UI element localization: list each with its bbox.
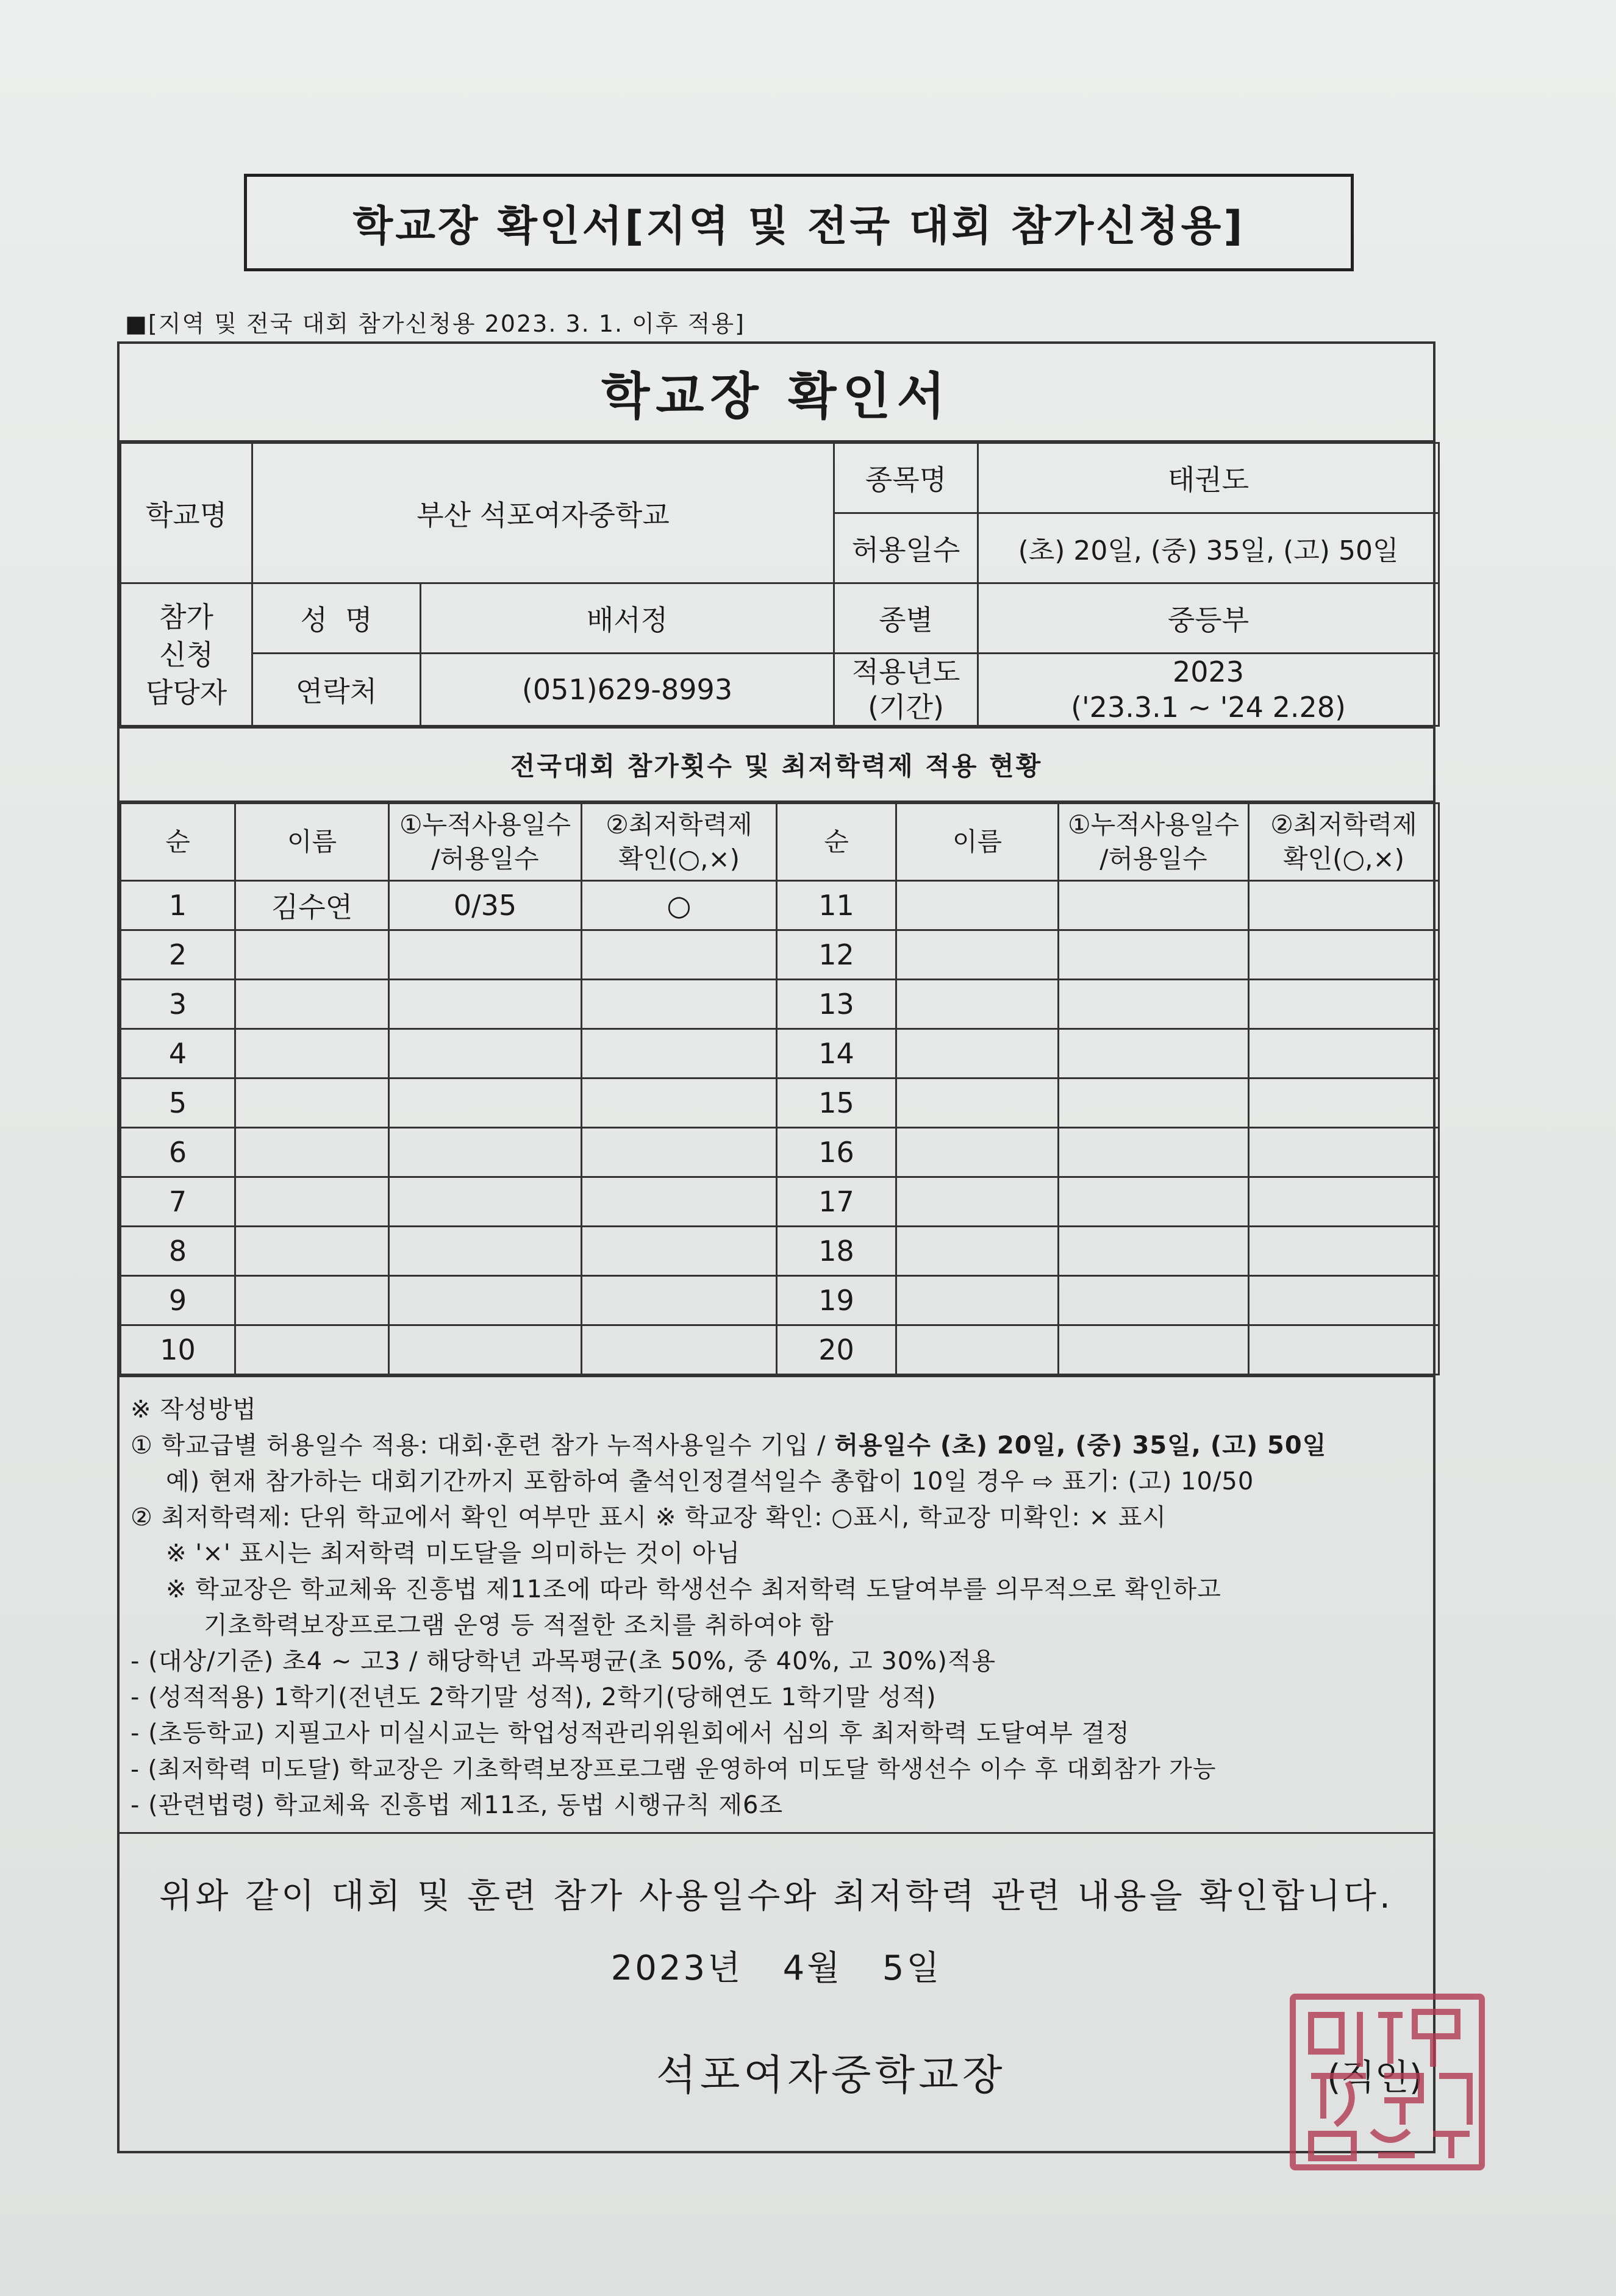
row-name-cell (235, 1276, 389, 1325)
header-min (582, 804, 777, 881)
row-days-cell (389, 1177, 582, 1227)
row-days-cell (389, 1276, 582, 1325)
instruction-item-2: ② 최저학력제: 단위 학교에서 확인 여부만 표시 ※ 학교장 확인: ○표시, 학교장 미확인: × 표시 (130, 1503, 1167, 1531)
row-no-cell: 12 (777, 930, 896, 980)
row-days-cell (389, 930, 582, 980)
school-value: 부산 석포여자중학교 (252, 443, 834, 583)
row-days-cell (389, 1227, 582, 1276)
participation-table (120, 802, 1440, 1375)
row-no-cell: 9 (121, 1276, 235, 1325)
header-no: 순 (121, 804, 235, 881)
table-row (121, 1227, 1439, 1276)
row-min-cell (1249, 1227, 1439, 1276)
row-no-cell: 15 (777, 1078, 896, 1128)
row-days-cell (389, 980, 582, 1029)
header-days-2: /허용일수 (431, 844, 539, 874)
instruction-dash-5: - (관련법령) 학교체육 진흥법 제11조, 동법 시행규칙 제6조 (130, 1791, 784, 1819)
row-name-cell (235, 1029, 389, 1078)
row-name-cell (235, 1078, 389, 1128)
row-min-cell (582, 1128, 777, 1177)
row-no-cell: 3 (121, 980, 235, 1029)
header-days-1-right: ①누적사용일수 (1067, 810, 1240, 840)
year-label-2: (기간) (868, 691, 944, 724)
row-name-cell (235, 930, 389, 980)
row-days-cell (1059, 980, 1249, 1029)
row-min-cell (582, 980, 777, 1029)
row-min-cell (582, 1177, 777, 1227)
year-label-1: 적용년도 (851, 655, 960, 688)
row-days-cell (1059, 930, 1249, 980)
table-row (121, 930, 1439, 980)
row-days-cell (389, 1078, 582, 1128)
row-name-cell (896, 881, 1059, 930)
row-no-cell: 11 (777, 881, 896, 930)
row-days-cell (1059, 1227, 1249, 1276)
row-min-cell (1249, 1276, 1439, 1325)
row-min-cell (1249, 1078, 1439, 1128)
row-no-cell: 16 (777, 1128, 896, 1177)
signer-name: 석포여자중학교장 (656, 2052, 1006, 2100)
row-no-cell: 8 (121, 1227, 235, 1276)
official-seal-icon (1287, 1991, 1488, 2173)
table-row (121, 1325, 1439, 1375)
row-days-cell (1059, 1325, 1249, 1375)
row-days-cell (1059, 1177, 1249, 1227)
row-name-cell (896, 930, 1059, 980)
table-row (121, 881, 1439, 930)
top-note: ■[지역 및 전국 대회 참가신청용 2023. 3. 1. 이후 적용] (125, 310, 745, 337)
header-min-2-right: 확인(○,×) (1282, 844, 1405, 874)
row-days-cell (1059, 1276, 1249, 1325)
row-no-cell: 10 (121, 1325, 235, 1375)
row-name-cell (896, 1276, 1059, 1325)
header-min-2: 확인(○,×) (618, 844, 740, 874)
row-name-cell (896, 1325, 1059, 1375)
category-value: 중등부 (978, 583, 1439, 654)
form-title: 학교장 확인서 (120, 344, 1433, 442)
row-no-cell: 7 (121, 1177, 235, 1227)
row-name-cell (896, 1078, 1059, 1128)
row-no-cell: 6 (121, 1128, 235, 1177)
row-min-cell (1249, 1029, 1439, 1078)
row-name-cell (235, 980, 389, 1029)
row-min-cell (582, 1227, 777, 1276)
allowed-days-value: (초) 20일, (중) 35일, (고) 50일 (978, 513, 1439, 583)
row-days-cell (1059, 1029, 1249, 1078)
instruction-note-2a: ※ 학교장은 학교체육 진흥법 제11조에 따라 학생선수 최저학력 도달여부를 의무적으로 확인하고 (166, 1575, 1221, 1603)
row-no-cell: 17 (777, 1177, 896, 1227)
contact-person-label (121, 583, 252, 726)
phone-value: (051)629-8993 (421, 654, 834, 726)
row-no-cell: 14 (777, 1029, 896, 1078)
table-row (121, 980, 1439, 1029)
row-name-cell (896, 1177, 1059, 1227)
instruction-item-1-bold: 허용일수 (초) 20일, (중) 35일, (고) 50일 (834, 1431, 1327, 1460)
row-days-cell (389, 1029, 582, 1078)
participation-table-body (121, 804, 1439, 1375)
header-name: 이름 (235, 804, 389, 881)
header-name-right: 이름 (896, 804, 1059, 881)
instruction-dash-1: - (대상/기준) 초4 ~ 고3 / 해당학년 과목평균(초 50%, 중 40%, 고 30%)적용 (130, 1647, 996, 1675)
year-label (834, 654, 978, 726)
confirmation-date: 2023년 4월 5일 (610, 1948, 942, 1988)
category-label: 종별 (834, 583, 978, 654)
row-days-cell (1059, 881, 1249, 930)
instruction-dash-3: - (초등학교) 지필고사 미실시교는 학업성적관리위원회에서 심의 후 최저학력 도달여부 결정 (130, 1719, 1130, 1747)
table-row (121, 1029, 1439, 1078)
row-min-cell (582, 1276, 777, 1325)
confirmation-text: 위와 같이 대회 및 훈련 참가 사용일수와 최저학력 관련 내용을 확인합니다. (159, 1877, 1393, 1916)
instruction-item-1 (130, 1428, 1421, 1464)
row-name-cell (896, 1029, 1059, 1078)
instruction-item-1-example: 예) 현재 참가하는 대회기간까지 포함하여 출석인정결석일수 총합이 10일 경우 ⇨ 표기: (고) 10/50 (166, 1467, 1254, 1496)
event-value: 태권도 (978, 443, 1439, 513)
row-min-cell: ○ (582, 881, 777, 930)
row-no-cell: 19 (777, 1276, 896, 1325)
header-min-1: ②최저학력제 (606, 810, 753, 840)
instructions-heading: ※ 작성방법 (130, 1396, 257, 1424)
row-days-cell (1059, 1078, 1249, 1128)
row-min-cell (582, 1078, 777, 1128)
contact-person-label-3: 담당자 (145, 676, 227, 709)
row-name-cell (235, 1177, 389, 1227)
row-min-cell (1249, 930, 1439, 980)
table-row (121, 1128, 1439, 1177)
contact-person-label-1: 참가 (159, 600, 213, 633)
row-no-cell: 5 (121, 1078, 235, 1128)
header-days-right (1059, 804, 1249, 881)
table-row (121, 1276, 1439, 1325)
confirmation-form (117, 341, 1435, 2153)
row-min-cell (582, 930, 777, 980)
row-name-cell (235, 1227, 389, 1276)
header-min-1-right: ②최저학력제 (1270, 810, 1417, 840)
row-min-cell (1249, 881, 1439, 930)
confirmation-section (120, 1832, 1433, 2151)
row-name-cell (896, 1128, 1059, 1177)
row-no-cell: 4 (121, 1029, 235, 1078)
header-days-1: ①누적사용일수 (399, 810, 571, 840)
row-min-cell (582, 1029, 777, 1078)
year-value (978, 654, 1439, 726)
header-no-right: 순 (777, 804, 896, 881)
year-value-2: ('23.3.1 ~ '24 2.28) (1071, 691, 1346, 724)
header-min-right (1249, 804, 1439, 881)
instruction-item-1-prefix: ① 학교급별 허용일수 적용: 대회·훈련 참가 누적사용일수 기입 / (130, 1431, 835, 1460)
contact-person-label-2: 신청 (159, 638, 213, 671)
row-days-cell (389, 1325, 582, 1375)
row-days-cell (389, 1128, 582, 1177)
phone-label: 연락처 (252, 654, 421, 726)
header-days-2-right: /허용일수 (1099, 844, 1207, 874)
row-no-cell: 13 (777, 980, 896, 1029)
year-value-1: 2023 (1172, 655, 1245, 688)
document-title: 학교장 확인서[지역 및 전국 대회 참가신청용] (244, 174, 1354, 271)
instruction-note-2b: 기초학력보장프로그램 운영 등 적절한 조치를 취하여야 함 (204, 1611, 834, 1639)
row-no-cell: 2 (121, 930, 235, 980)
instruction-dash-2: - (성적적용) 1학기(전년도 2학기말 성적), 2학기(당해연도 1학기말 성적) (130, 1683, 937, 1711)
allowed-days-label: 허용일수 (834, 513, 978, 583)
row-name-cell (235, 1325, 389, 1375)
row-name-cell (896, 980, 1059, 1029)
row-min-cell (1249, 1177, 1439, 1227)
instruction-note-1: ※ '×' 표시는 최저학력 미도달을 의미하는 것이 아님 (166, 1539, 741, 1567)
header-days (389, 804, 582, 881)
school-label: 학교명 (121, 443, 252, 583)
row-name-cell (235, 1128, 389, 1177)
name-label: 성 명 (252, 583, 421, 654)
row-days-cell (1059, 1128, 1249, 1177)
row-min-cell (582, 1325, 777, 1375)
name-value: 배서정 (421, 583, 834, 654)
row-min-cell (1249, 1128, 1439, 1177)
row-name-cell: 김수연 (235, 881, 389, 930)
info-table (120, 442, 1440, 727)
row-min-cell (1249, 1325, 1439, 1375)
row-min-cell (1249, 980, 1439, 1029)
row-no-cell: 18 (777, 1227, 896, 1276)
instruction-dash-4: - (최저학력 미도달) 학교장은 기초학력보장프로그램 운영하여 미도달 학생선수 이수 후 대회참가 가능 (130, 1756, 1217, 1783)
table-row (121, 1177, 1439, 1227)
table-title: 전국대회 참가횟수 및 최저학력제 적용 현황 (120, 727, 1433, 802)
row-name-cell (896, 1227, 1059, 1276)
instructions (120, 1375, 1433, 1832)
seal-label: (직인) (1327, 2056, 1423, 2098)
row-no-cell: 1 (121, 881, 235, 930)
row-days-cell: 0/35 (389, 881, 582, 930)
table-row (121, 1078, 1439, 1128)
event-label: 종목명 (834, 443, 978, 513)
row-no-cell: 20 (777, 1325, 896, 1375)
table-header-row (121, 804, 1439, 881)
